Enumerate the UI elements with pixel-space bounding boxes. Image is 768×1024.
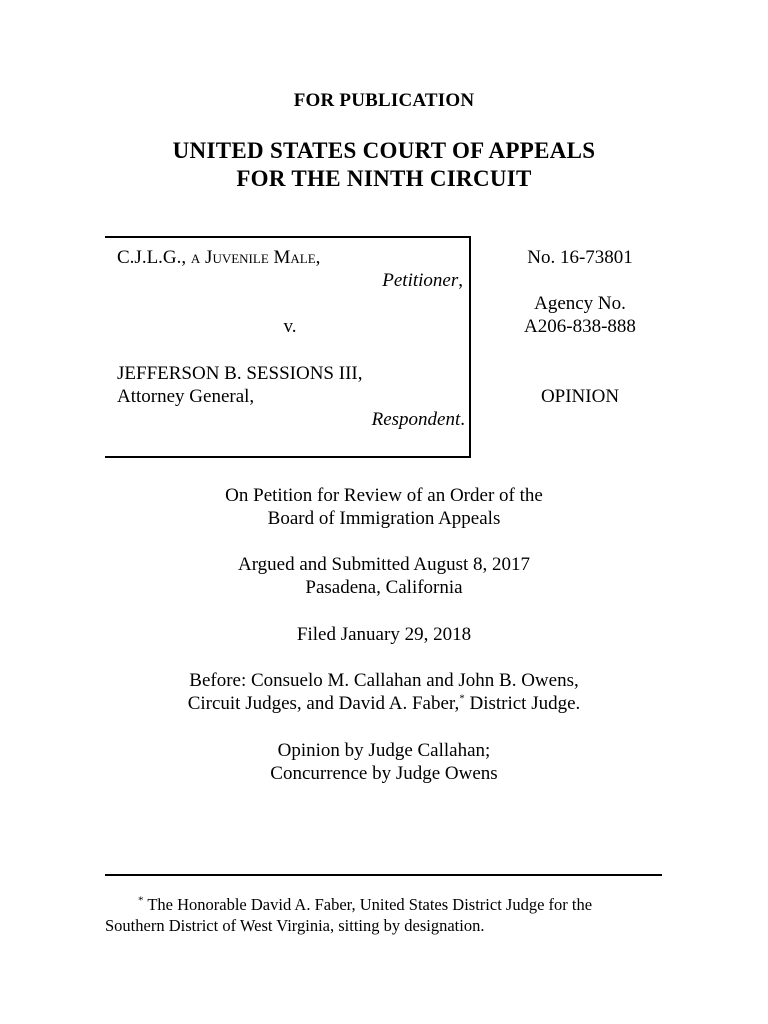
respondent-role-line: Respondent. — [371, 409, 465, 430]
footnote-text1: The Honorable David A. Faber, United States District Judge for the — [143, 895, 593, 914]
respondent-role: Respondent — [371, 409, 461, 430]
panel-line2 — [0, 692, 768, 715]
petitioner-description: a Juvenile Male, — [190, 247, 321, 268]
footnote-divider — [105, 874, 662, 876]
for-publication-label: FOR PUBLICATION — [293, 90, 475, 111]
document-type: OPINION — [540, 386, 620, 407]
panel-line2-end: District Judge. — [464, 693, 581, 714]
opinion-author: Opinion by Judge Callahan; — [277, 740, 491, 761]
footnote-marker: * — [459, 692, 465, 705]
agency-number: A206-838-888 — [524, 316, 636, 337]
petitioner-name: C.J.L.G., — [117, 247, 187, 268]
respondent-title: Attorney General, — [117, 386, 255, 407]
panel-line1: Before: Consuelo M. Callahan and John B. Owens, — [189, 670, 579, 691]
case-number: No. 16-73801 — [527, 247, 633, 268]
petitioner-role-line: Petitioner, — [382, 270, 463, 291]
footnote-line1 — [105, 894, 665, 915]
versus-label: v. — [283, 316, 297, 337]
concurrence-author: Concurrence by Judge Owens — [270, 763, 498, 784]
court-name-line1: UNITED STATES COURT OF APPEALS — [172, 138, 596, 163]
agency-label: Agency No. — [534, 293, 626, 314]
footnote-marker-ref: * — [138, 894, 144, 907]
petitioner-role: Petitioner — [382, 270, 459, 291]
filed-date: Filed January 29, 2018 — [296, 624, 472, 645]
footnote-line2: Southern District of West Virginia, sitting by designation. — [105, 916, 485, 935]
petitioner-line — [117, 246, 320, 269]
argued-line2: Pasadena, California — [305, 577, 463, 598]
petition-line2: Board of Immigration Appeals — [267, 508, 501, 529]
panel-line2-text: Circuit Judges, and David A. Faber, — [187, 693, 460, 714]
court-name-line2: FOR THE NINTH CIRCUIT — [236, 166, 532, 191]
petition-line1: On Petition for Review of an Order of the — [225, 485, 543, 506]
respondent-name: JEFFERSON B. SESSIONS III, — [117, 363, 363, 384]
argued-line1: Argued and Submitted August 8, 2017 — [237, 554, 531, 575]
